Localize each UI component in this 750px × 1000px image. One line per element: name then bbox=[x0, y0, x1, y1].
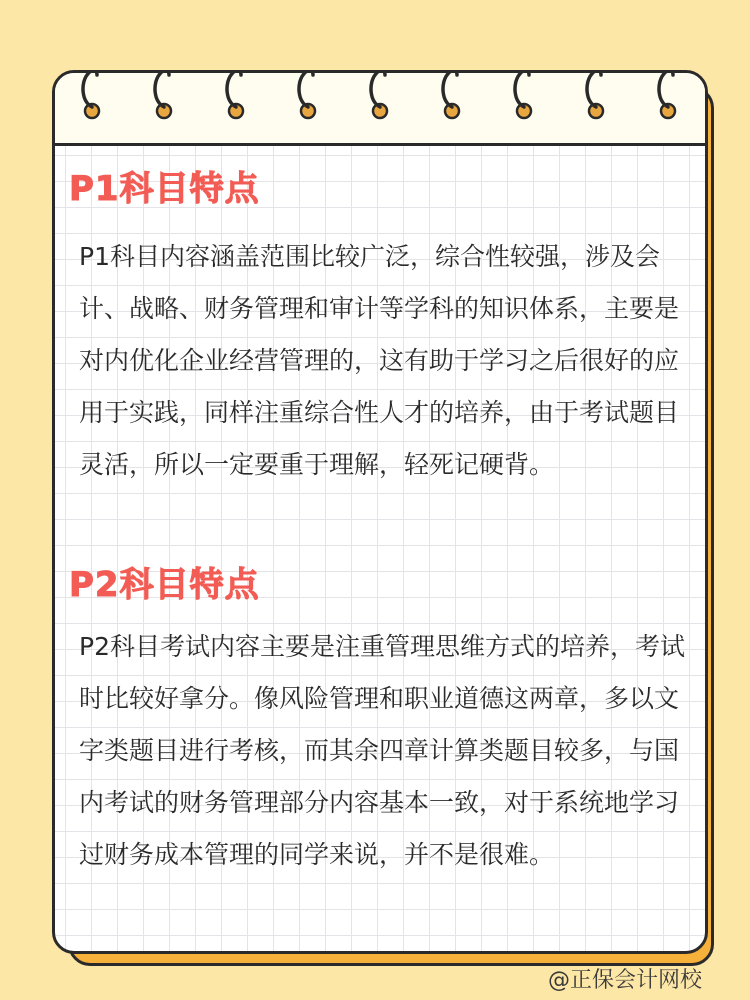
spiral-binding-ring-icon bbox=[221, 70, 251, 125]
spiral-binding-ring-icon bbox=[653, 70, 683, 125]
spiral-binding-ring-icon bbox=[365, 70, 395, 125]
notebook-page bbox=[52, 70, 708, 954]
spiral-binding-ring-icon bbox=[437, 70, 467, 125]
spiral-binding-ring-icon bbox=[581, 70, 611, 125]
spiral-binding-ring-icon bbox=[149, 70, 179, 125]
section-body-p2: P2科目考试内容主要是注重管理思维方式的培养，考试时比较好拿分。像风险管理和职业道德这两章，多以文字类题目进行考核，而其余四章计算类题目较多，与国内考试的财务管理部分内容基本一致，对于系统地学习过财务成本管理的同学来说，并不是很难。 bbox=[79, 632, 685, 869]
spiral-binding-ring-icon bbox=[509, 70, 539, 125]
section-title-p1: P1科目特点 bbox=[69, 169, 260, 209]
section-body-p1: P1科目内容涵盖范围比较广泛，综合性较强，涉及会计、战略、财务管理和审计等学科的知识体系，主要是对内优化企业经营管理的，这有助于学习之后很好的应用于实践，同样注重综合性人才的培养，由于考试题目灵活，所以一定要重于理解，轻死记硬背。 bbox=[79, 242, 680, 479]
section-title-p2: P2科目特点 bbox=[69, 565, 260, 605]
spiral-binding-ring-icon bbox=[77, 70, 107, 125]
watermark: @正保会计网校 bbox=[547, 968, 702, 993]
spiral-binding-ring-icon bbox=[293, 70, 323, 125]
